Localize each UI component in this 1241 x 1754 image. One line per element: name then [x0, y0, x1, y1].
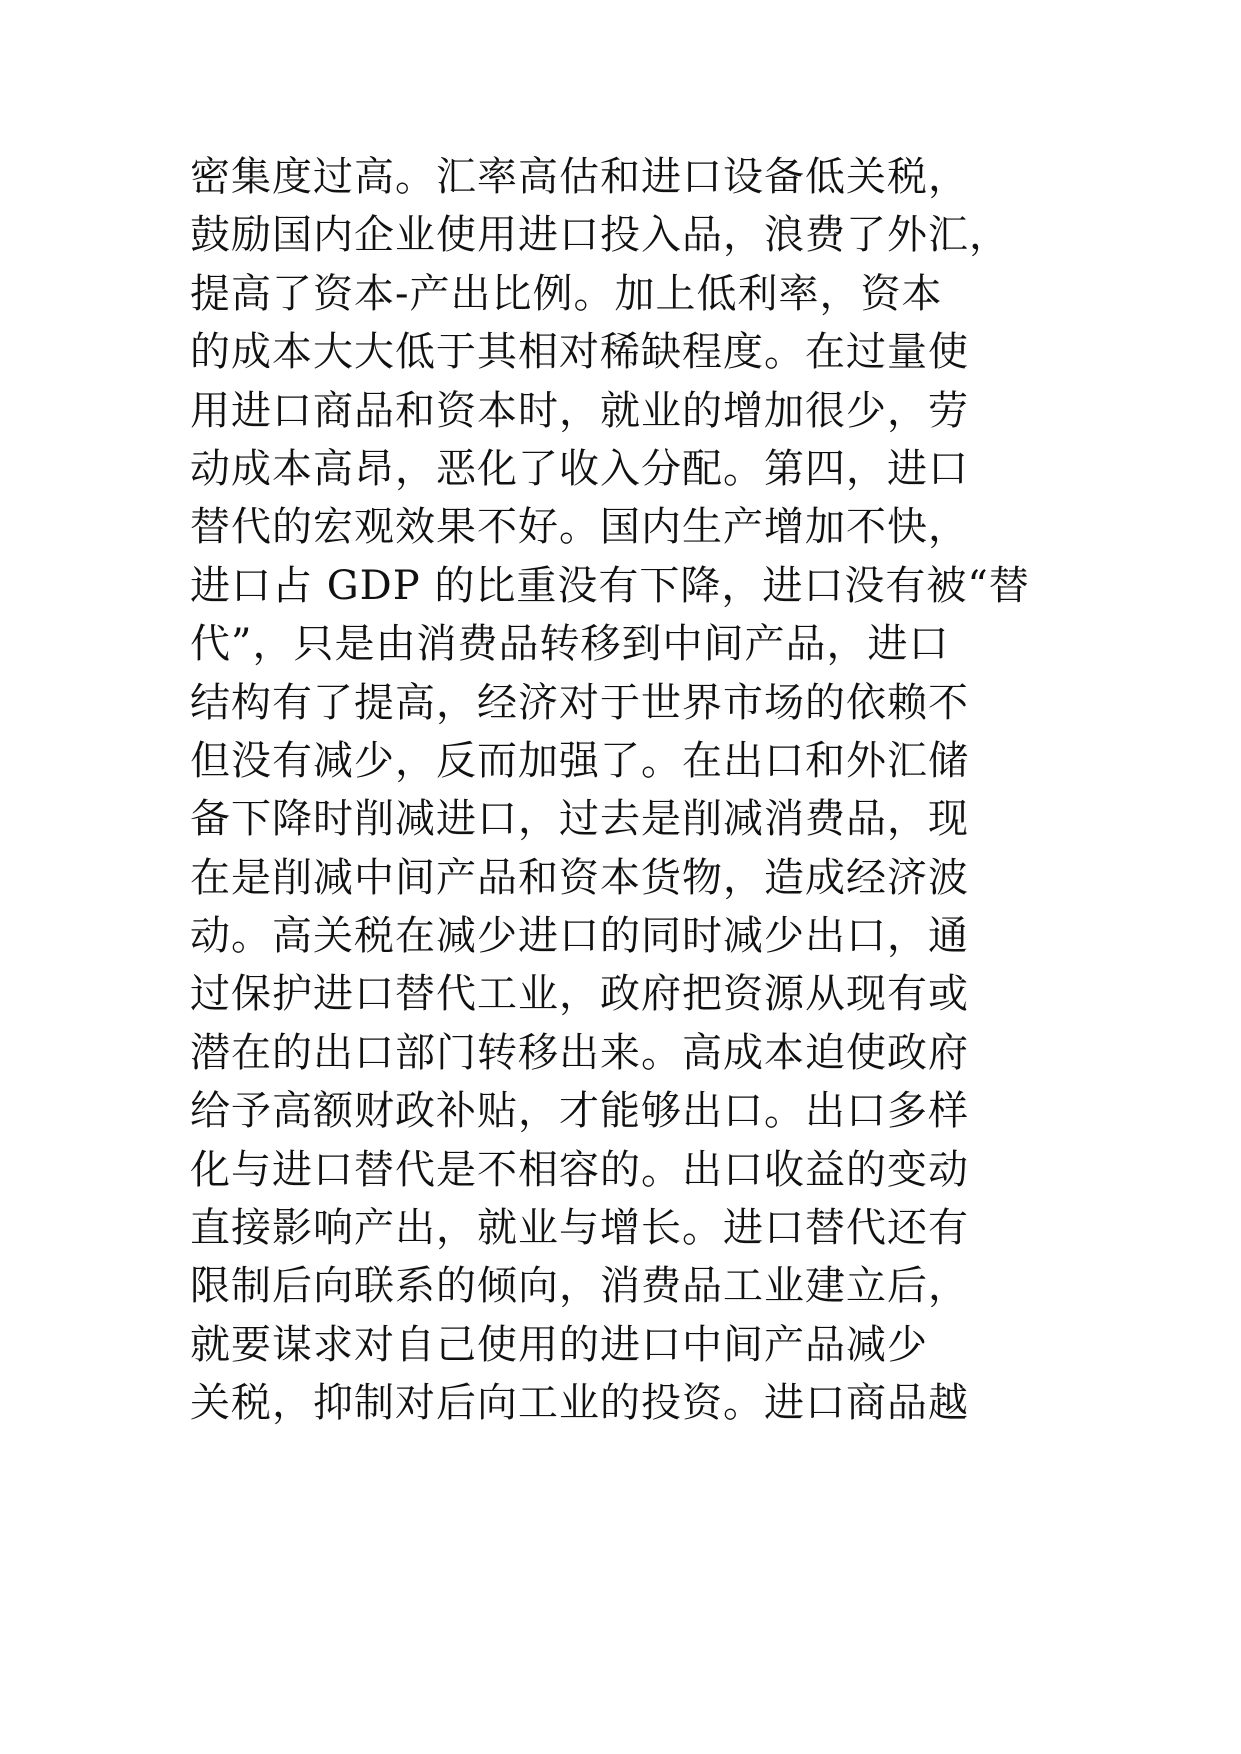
text-line: 密集度过高。汇率高估和进口设备低关税， [190, 154, 969, 200]
text-line: 动。高关税在减少进口的同时减少出口，通 [190, 913, 969, 960]
text-line: 替代的宏观效果不好。国内生产增加不快， [190, 504, 969, 551]
text-line: 用进口商品和资本时，就业的增加很少，劳 [190, 387, 969, 434]
text-line: 限制后向联系的倾向，消费品工业建立后， [190, 1263, 969, 1310]
text-line: 给予高额财政补贴，才能够出口。出口多样 [190, 1088, 969, 1135]
text-line: 鼓励国内企业使用进口投入品，浪费了外汇， [190, 212, 1010, 259]
text-line: 进口占 GDP 的比重没有下降，进口没有被“替 [190, 562, 1030, 609]
body-text [190, 148, 1190, 1433]
text-line: 但没有减少，反而加强了。在出口和外汇储 [190, 737, 969, 784]
text-line: 就要谋求对自己使用的进口中间产品减少 [190, 1321, 928, 1368]
text-line: 潜在的出口部门转移出来。高成本迫使政府 [190, 1029, 969, 1076]
text-line: 结构有了提高，经济对于世界市场的依赖不 [190, 679, 969, 726]
text-line: 关税，抑制对后向工业的投资。进口商品越 [190, 1380, 969, 1427]
text-line: 备下降时削减进口，过去是削减消费品，现 [190, 796, 969, 843]
text-line: 直接影响产出，就业与增长。进口替代还有 [190, 1205, 969, 1252]
text-line: 过保护进口替代工业，政府把资源从现有或 [190, 971, 969, 1018]
text-line: 化与进口替代是不相容的。出口收益的变动 [190, 1146, 969, 1193]
text-line: 在是削减中间产品和资本货物，造成经济波 [190, 854, 969, 901]
text-line: 动成本高昂，恶化了收入分配。第四，进口 [190, 445, 969, 492]
text-line: 提高了资本-产出比例。加上低利率，资本 [190, 270, 943, 317]
text-line: 的成本大大低于其相对稀缺程度。在过量使 [190, 329, 969, 376]
text-line: 代”，只是由消费品转移到中间产品，进口 [190, 621, 950, 668]
